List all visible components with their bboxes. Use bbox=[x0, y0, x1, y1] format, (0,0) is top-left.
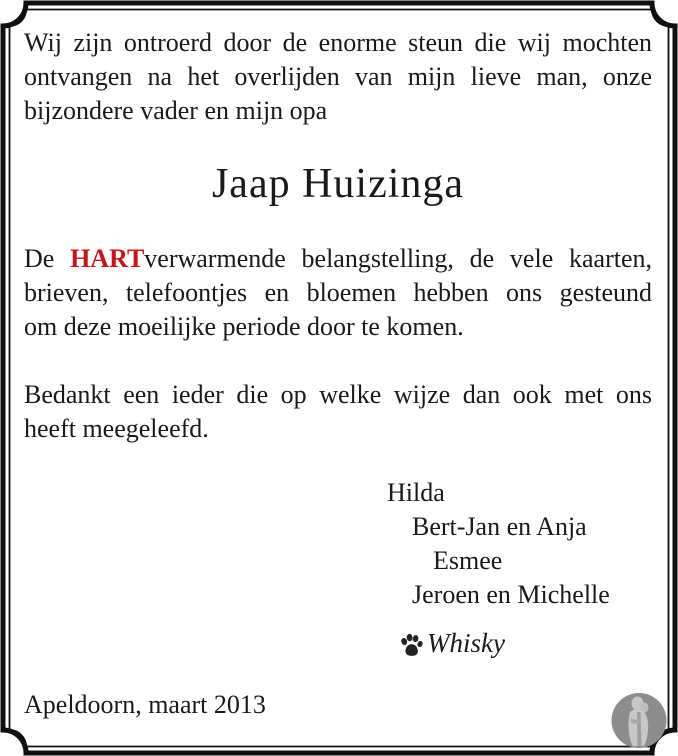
notice-body bbox=[24, 26, 652, 660]
paw-print-icon bbox=[400, 632, 423, 657]
intro-line-3: bijzondere vader en mijn opa bbox=[24, 96, 328, 125]
intro-line-2: ontvangen na het overlijden van mijn lieve man, onze bbox=[24, 62, 652, 91]
thanks-line-1-prefix: De bbox=[24, 244, 71, 273]
thanks-line-1-accent: HART bbox=[70, 244, 145, 273]
thanks-line-1 bbox=[24, 242, 652, 276]
thanks-line-2: brieven, telefoontjes en bloemen hebben ons gesteund bbox=[24, 278, 652, 307]
signatory-name: Esmee bbox=[433, 546, 503, 575]
gratitude-line-1: Bedankt een ieder die op welke wijze dan ook met ons bbox=[24, 380, 652, 409]
memorial-figures-logo bbox=[611, 692, 667, 750]
thanks-paragraph bbox=[24, 242, 652, 344]
intro-line-1: Wij zijn ontroerd door de enorme steun die wij mochten bbox=[24, 28, 652, 57]
pet-signature bbox=[400, 626, 652, 660]
signatory-name: Bert-Jan en Anja bbox=[412, 512, 587, 541]
signatories-block bbox=[24, 476, 652, 660]
place-date: Apeldoorn, maart 2013 bbox=[24, 690, 266, 719]
thanks-line-3: om deze moeilijke periode door te komen. bbox=[24, 312, 464, 341]
gratitude-paragraph bbox=[24, 378, 652, 446]
signatory-name: Jeroen en Michelle bbox=[412, 580, 610, 609]
deceased-name: Jaap Huizinga bbox=[211, 161, 465, 207]
pet-name: Whisky bbox=[427, 628, 505, 658]
gratitude-line-2: heeft meegeleefd. bbox=[24, 414, 209, 443]
intro-paragraph bbox=[24, 26, 652, 128]
signatory-name: Hilda bbox=[387, 478, 445, 507]
thanks-line-1-rest: verwarmende belangstelling, de vele kaarten, bbox=[144, 244, 652, 273]
